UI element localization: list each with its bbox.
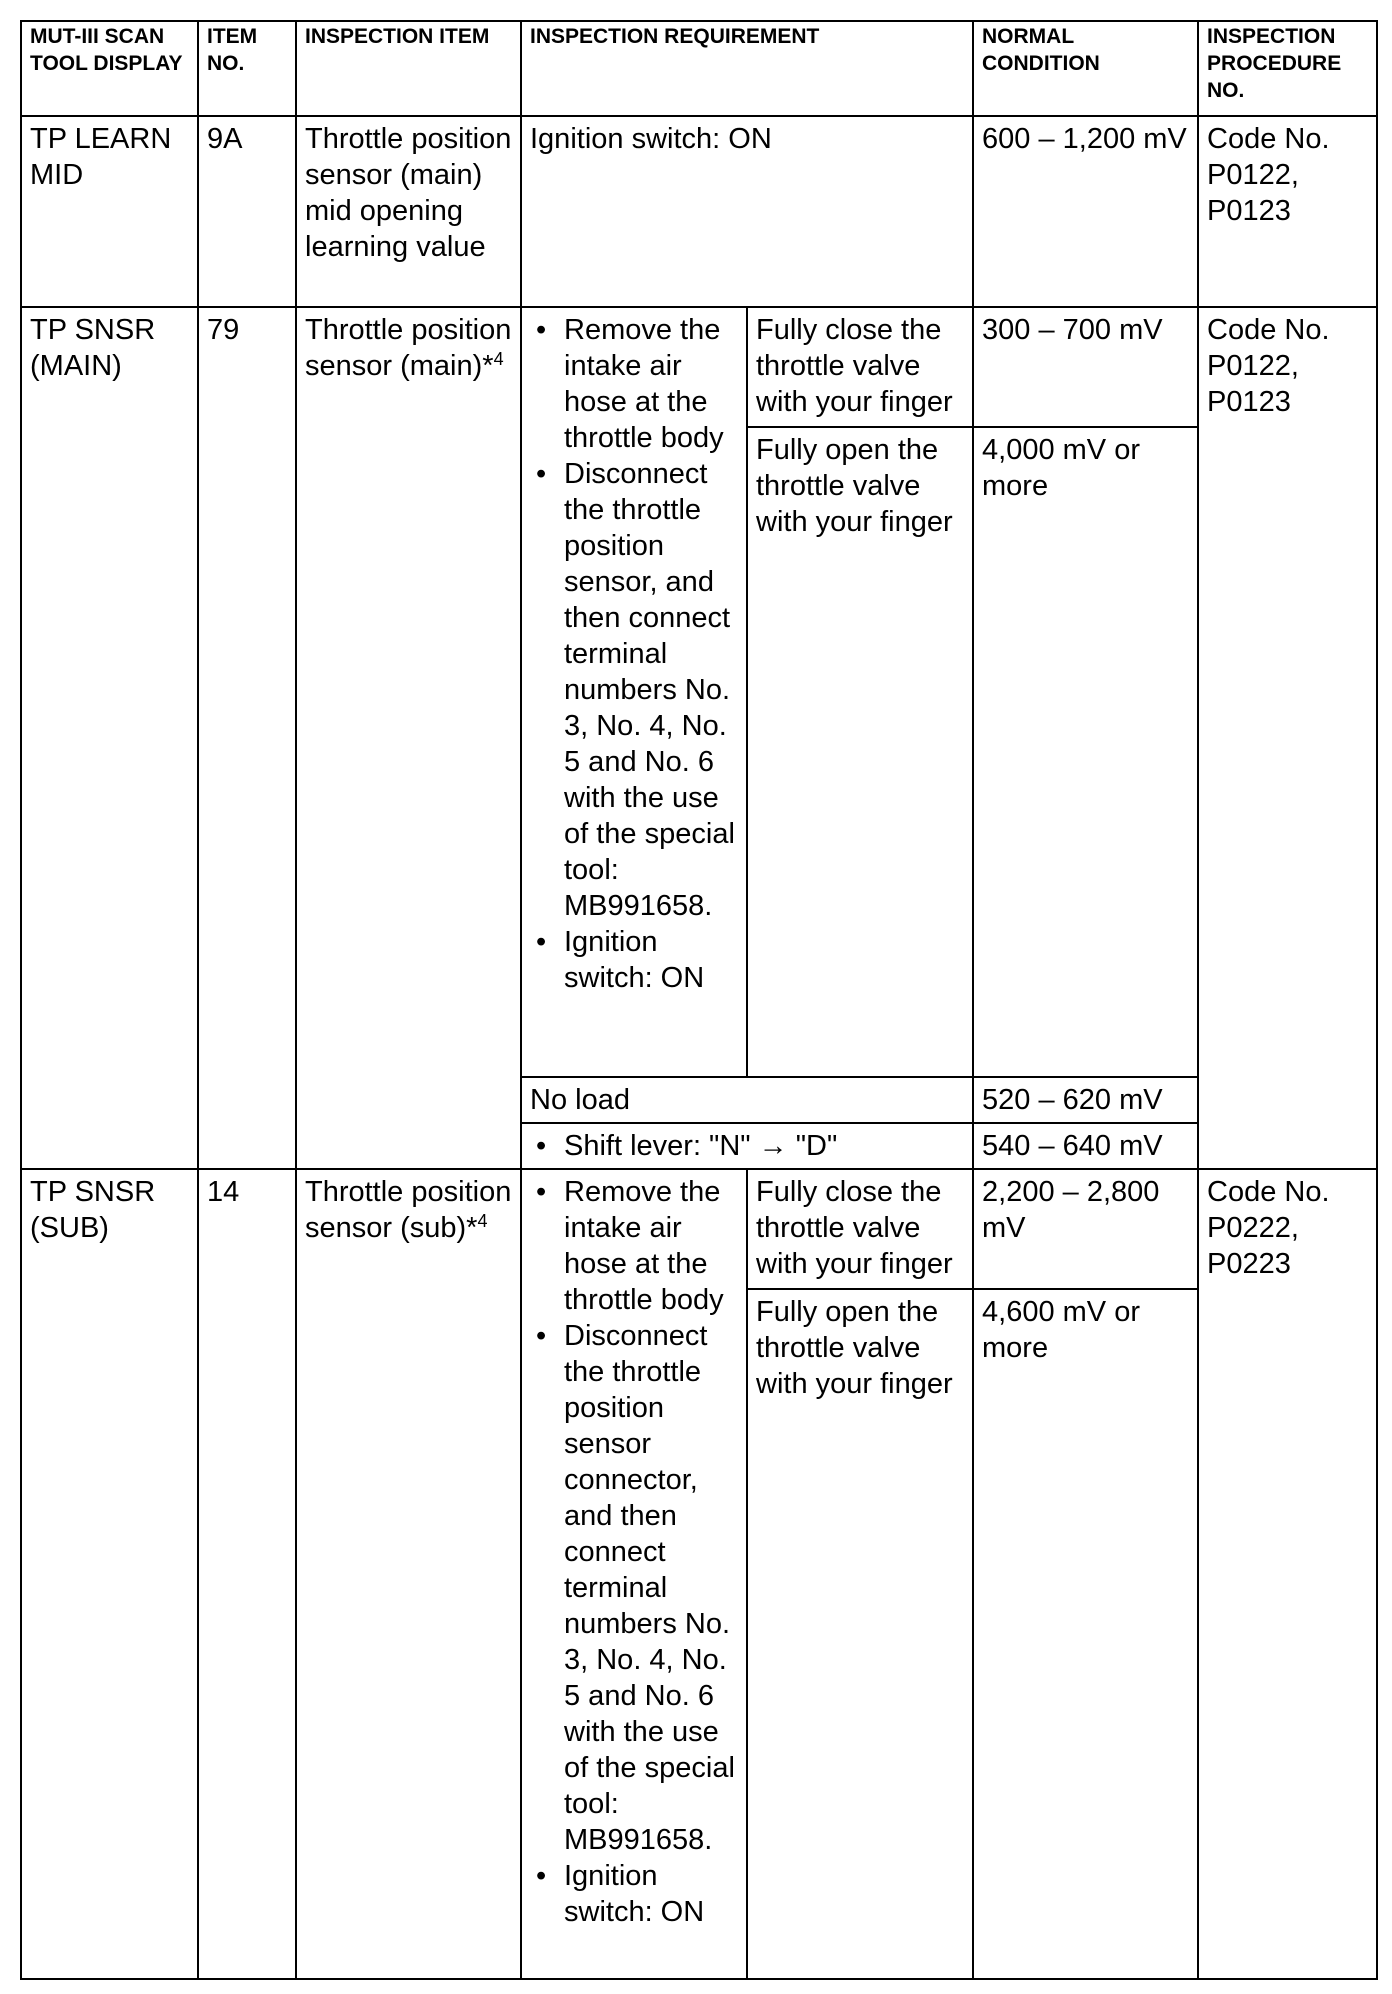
header-row	[21, 21, 1377, 116]
normal-close-cell: 2,200 – 2,800 mV	[973, 1169, 1198, 1289]
item-text: Throttle position sensor (sub)*	[305, 1176, 512, 1244]
requirement-cell: Ignition switch: ON	[521, 116, 973, 307]
item-cell: Throttle position sensor (main) mid opening learning value	[296, 116, 521, 307]
requirement-bullets-cell	[521, 1169, 747, 1979]
inspection-table	[20, 20, 1378, 1980]
normal-cell: 600 – 1,200 mV	[973, 116, 1198, 307]
header-normal: NORMAL CONDITION	[973, 21, 1198, 116]
procedure-cell: Code No. P0122, P0123	[1198, 307, 1377, 1169]
footnote-mark: 4	[477, 1211, 488, 1231]
procedure-cell: Code No. P0222, P0223	[1198, 1169, 1377, 1979]
condition-open-cell: Fully open the throttle valve with your finger	[747, 1289, 973, 1979]
item-no-cell: 14	[198, 1169, 296, 1979]
requirement-bullets-cell	[521, 307, 747, 1077]
list-item: • Ignition switch: ON	[530, 1858, 738, 1930]
shift-list	[530, 1128, 964, 1164]
item-no-cell: 9A	[198, 116, 296, 307]
requirement-list	[530, 312, 738, 996]
normal-close-cell: 300 – 700 mV	[973, 307, 1198, 427]
table-row	[21, 307, 1377, 427]
list-item: • Disconnect the throttle position sensor, and then connect terminal numbers No. 3, No. 4, No. 5 and No. 6 with the use of the special tool: MB991658.	[530, 456, 738, 924]
header-procedure: INSPECTION PROCEDURE NO.	[1198, 21, 1377, 116]
list-item: • Remove the intake air hose at the throttle body	[530, 1174, 738, 1318]
list-item: • Ignition switch: ON	[530, 924, 738, 996]
item-cell	[296, 1169, 521, 1979]
condition-close-cell: Fully close the throttle valve with your finger	[747, 307, 973, 427]
footnote-mark: 4	[493, 349, 504, 369]
display-cell: TP LEARN MID	[21, 116, 198, 307]
item-no-cell: 79	[198, 307, 296, 1169]
no-load-normal-cell: 520 – 620 mV	[973, 1077, 1198, 1123]
no-load-cell: No load	[521, 1077, 973, 1123]
list-item: • Remove the intake air hose at the throttle body	[530, 312, 738, 456]
normal-open-cell: 4,000 mV or more	[973, 427, 1198, 1077]
condition-close-cell: Fully close the throttle valve with your finger	[747, 1169, 973, 1289]
table-row	[21, 1169, 1377, 1289]
display-cell: TP SNSR (SUB)	[21, 1169, 198, 1979]
list-item: • Shift lever: "N" → "D"	[530, 1128, 964, 1164]
display-cell: TP SNSR (MAIN)	[21, 307, 198, 1169]
list-item: • Disconnect the throttle position sensor connector, and then connect terminal numbers No. 3, No. 4, No. 5 and No. 6 with the use of the special tool: MB991658.	[530, 1318, 738, 1858]
shift-cell	[521, 1123, 973, 1169]
condition-open-cell: Fully open the throttle valve with your finger	[747, 427, 973, 1077]
item-text: Throttle position sensor (main)*	[305, 314, 512, 382]
table-row	[21, 116, 1377, 307]
procedure-cell: Code No. P0122, P0123	[1198, 116, 1377, 307]
header-item-no: ITEM NO.	[198, 21, 296, 116]
item-cell	[296, 307, 521, 1169]
requirement-list	[530, 1174, 738, 1930]
header-display: MUT-III SCAN TOOL DISPLAY	[21, 21, 198, 116]
normal-open-cell: 4,600 mV or more	[973, 1289, 1198, 1979]
header-item: INSPECTION ITEM	[296, 21, 521, 116]
header-requirement: INSPECTION REQUIREMENT	[521, 21, 973, 116]
shift-normal-cell: 540 – 640 mV	[973, 1123, 1198, 1169]
